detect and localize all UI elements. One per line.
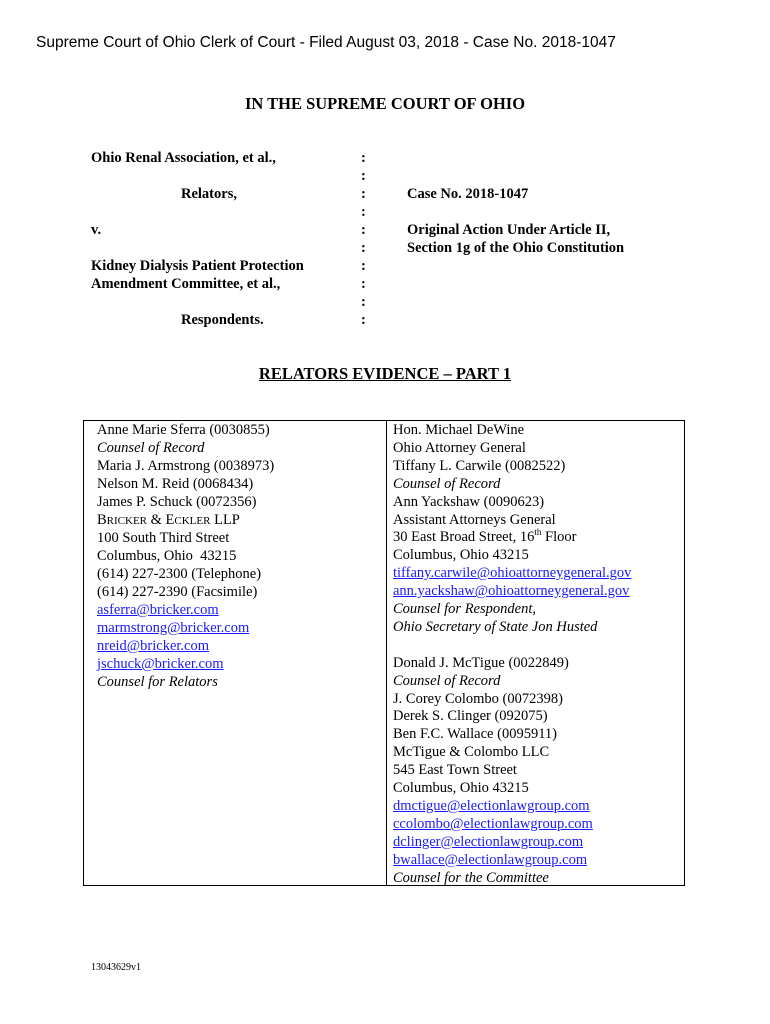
spacer [393,637,631,655]
street-address-part: 30 East Broad Street, 16 [393,529,535,546]
city-address: Columbus, Ohio 43215 [393,547,529,564]
phone-number: (614) 227-2300 (Telephone) [97,566,262,583]
filing-stamp: Supreme Court of Ohio Clerk of Court - Filed August 03, 2018 - Case No. 2018-1047 [36,34,616,51]
email-link[interactable]: jschuck@bricker.com [97,655,224,672]
city-address: Columbus, Ohio 43215 [393,780,529,797]
fax-number: (614) 227-2390 (Facsimile) [97,584,258,601]
caption-colon: : [361,294,366,310]
respondents-label: Respondents. [181,312,264,328]
relators-counsel-block [97,422,274,692]
document-id: 13043629v1 [91,962,141,973]
email-link[interactable]: ann.yackshaw@ohioattorneygeneral.gov [393,583,630,600]
counsel-role: Counsel of Record [393,672,501,689]
caption-colon: : [361,168,366,184]
attorney-name: Anne Marie Sferra (0030855) [97,422,270,438]
attorney-name: Ben F.C. Wallace (0095911) [393,726,557,743]
email-link[interactable]: dmctigue@electionlawgroup.com [393,798,590,815]
street-address-part: Floor [541,529,577,546]
caption-colon: : [361,258,366,274]
caption-colon: : [361,150,366,166]
action-type-line2: Section 1g of the Ohio Constitution [407,240,625,256]
city-address: Columbus, Ohio 43215 [97,548,237,565]
column-divider [386,421,387,885]
attorney-name: Nelson M. Reid (0068434) [97,475,254,492]
counsel-role: Counsel for Respondent, [393,601,536,618]
versus: v. [91,222,102,238]
email-link[interactable]: asferra@bricker.com [97,602,219,619]
email-link[interactable]: ccolombo@electionlawgroup.com [393,815,593,832]
email-link[interactable]: dclinger@electionlawgroup.com [393,833,584,850]
attorney-name: James P. Schuck (0072356) [97,493,257,510]
caption-colon: : [361,222,366,238]
evidence-title: RELATORS EVIDENCE – PART 1 [258,364,512,383]
firm-name-part: CKLER [174,514,211,527]
respondents-name-line1: Kidney Dialysis Patient Protection [91,258,304,274]
street-address [393,529,631,547]
relators-name: Ohio Renal Association, et al., [91,150,276,166]
street-address: 100 South Third Street [97,530,230,547]
caption-colon: : [361,312,366,328]
counsel-role: Counsel for Relators [97,673,218,690]
firm-name-part: & [147,511,166,528]
attorneys-title: Assistant Attorneys General [393,511,556,528]
email-link[interactable]: nreid@bricker.com [97,637,209,654]
email-link[interactable]: marmstrong@bricker.com [97,619,250,636]
case-number: Case No. 2018-1047 [407,186,529,202]
firm-name-part: B [97,511,107,528]
relators-label: Relators, [181,186,237,202]
attorney-name: Tiffany L. Carwile (0082522) [393,457,566,474]
counsel-table [83,420,685,886]
attorney-general-name: Hon. Michael DeWine [393,422,525,438]
attorney-name: Donald J. McTigue (0022849) [393,654,569,671]
firm-name-part: RICKER [106,514,148,527]
firm-name: McTigue & Colombo LLC [393,744,550,761]
attorney-name: Derek S. Clinger (092075) [393,708,548,725]
attorney-name: Ann Yackshaw (0090623) [393,493,545,510]
action-type-line1: Original Action Under Article II, [407,222,611,238]
ordinal-suffix: th [534,527,542,538]
counsel-role: Counsel for the Committee [393,869,549,886]
counsel-role: Counsel of Record [393,475,501,492]
respondents-name-line2: Amendment Committee, et al., [91,276,281,292]
caption-colon: : [361,276,366,292]
firm-name [97,512,274,531]
caption-colon: : [361,186,366,202]
attorney-general-title: Ohio Attorney General [393,439,526,456]
firm-name-part: LLP [210,511,240,528]
court-title: IN THE SUPREME COURT OF OHIO [244,94,526,113]
email-link[interactable]: bwallace@electionlawgroup.com [393,851,588,868]
email-link[interactable]: tiffany.carwile@ohioattorneygeneral.gov [393,565,632,582]
street-address: 545 East Town Street [393,762,517,779]
respondent-counsel-block [393,422,631,888]
caption-colon: : [361,204,366,220]
counsel-role: Ohio Secretary of State Jon Husted [393,618,598,635]
caption-colon: : [361,240,366,256]
counsel-role: Counsel of Record [97,439,205,456]
firm-name-part: E [165,511,175,528]
attorney-name: J. Corey Colombo (0072398) [393,690,563,707]
attorney-name: Maria J. Armstrong (0038973) [97,457,275,474]
